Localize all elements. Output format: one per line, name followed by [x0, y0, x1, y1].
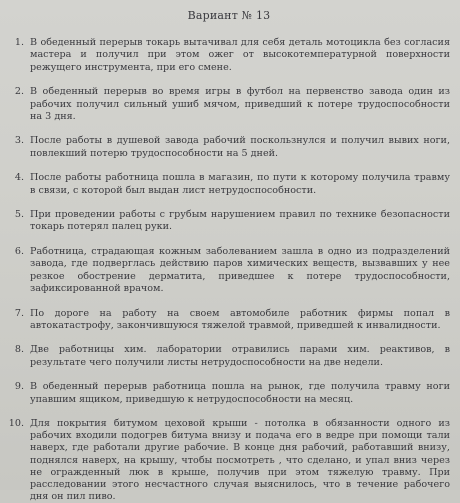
list-item [8, 308, 450, 333]
list-item [8, 172, 450, 197]
page-title: Вариант № 13 [187, 9, 271, 22]
item-number: 10. [8, 417, 24, 429]
list-item [8, 418, 450, 503]
item-text: Работница, страдающая кожным заболеванием зашла в одно из подразделений завода, где подверглась действию паров химических веществ, вызвавших у нее резкое обострение дерматита, приведшее к потере трудоспособности, зафиксированной врачом. [30, 245, 450, 295]
item-number: 4. [14, 172, 24, 184]
item-number: 3. [14, 135, 24, 147]
item-number: 6. [14, 245, 24, 257]
item-text: В обеденный перерыв во время игры в футбол на первенство завода один из рабочих получил сильный ушиб мячом, приведший к потере трудоспособности на 3 дня. [30, 86, 450, 123]
item-number: 5. [14, 209, 24, 221]
list-item [8, 381, 450, 406]
item-number: 8. [14, 344, 24, 356]
list-item [8, 344, 450, 369]
list-item [8, 37, 450, 74]
list-item [8, 209, 450, 234]
item-number: 9. [14, 381, 24, 393]
item-text: В обеденный перерыв токарь вытачивал для себя деталь мотоцикла без согласия мастера и получил при этом ожег от высокотемпературной поверхности режущего инструмента, при его смене. [30, 37, 450, 73]
item-number: 7. [14, 307, 24, 319]
item-number: 1. [14, 37, 24, 48]
item-text: Две работницы хим. лаборатории отравились парами хим. реактивов, в результате чего получили листы нетрудоспособности на две недели. [30, 344, 450, 368]
item-text: После работы в душевой завода рабочий поскользнулся и получил вывих ноги, повлекший потерю трудоспособности на 5 дней. [30, 135, 450, 159]
item-text: В обеденный перерыв работница пошла на рынок, где получила травму ноги упавшим ящиком, приведшую к нетрудоспособности на месяц. [30, 381, 450, 405]
list-item [8, 135, 450, 160]
item-text: По дороге на работу на своем автомобиле работник фирмы попал в автокатастрофу, закончившуюся тяжелой травмой, приведшей к инвалидности. [30, 307, 450, 331]
list-item [8, 246, 450, 296]
item-text: При проведении работы с грубым нарушением правил по технике безопасности токарь потерял палец руки. [30, 209, 450, 233]
item-text: После работы работница пошла в магазин, по пути к которому получила травму в связи, с которой был выдан лист нетрудоспособности. [30, 172, 450, 196]
item-number: 2. [14, 86, 24, 98]
list-item [8, 86, 450, 123]
item-text: Для покрытия битумом цеховой крыши - потолка в обязанности одного из рабочих входили подогрев битума внизу и подача его в ведре при помощи тали наверх, где работали другие рабочие. В конце дня рабочий, работавший внизу, поднялся наверх, на крышу, чтобы посмотреть , что сделано, и упал вниз через не огражденный люк в крыше, получив при этом тяжелую травму. При расследовании этого несчастного случая выяснилось, что в течение рабочего дня он пил пиво. [30, 417, 450, 503]
